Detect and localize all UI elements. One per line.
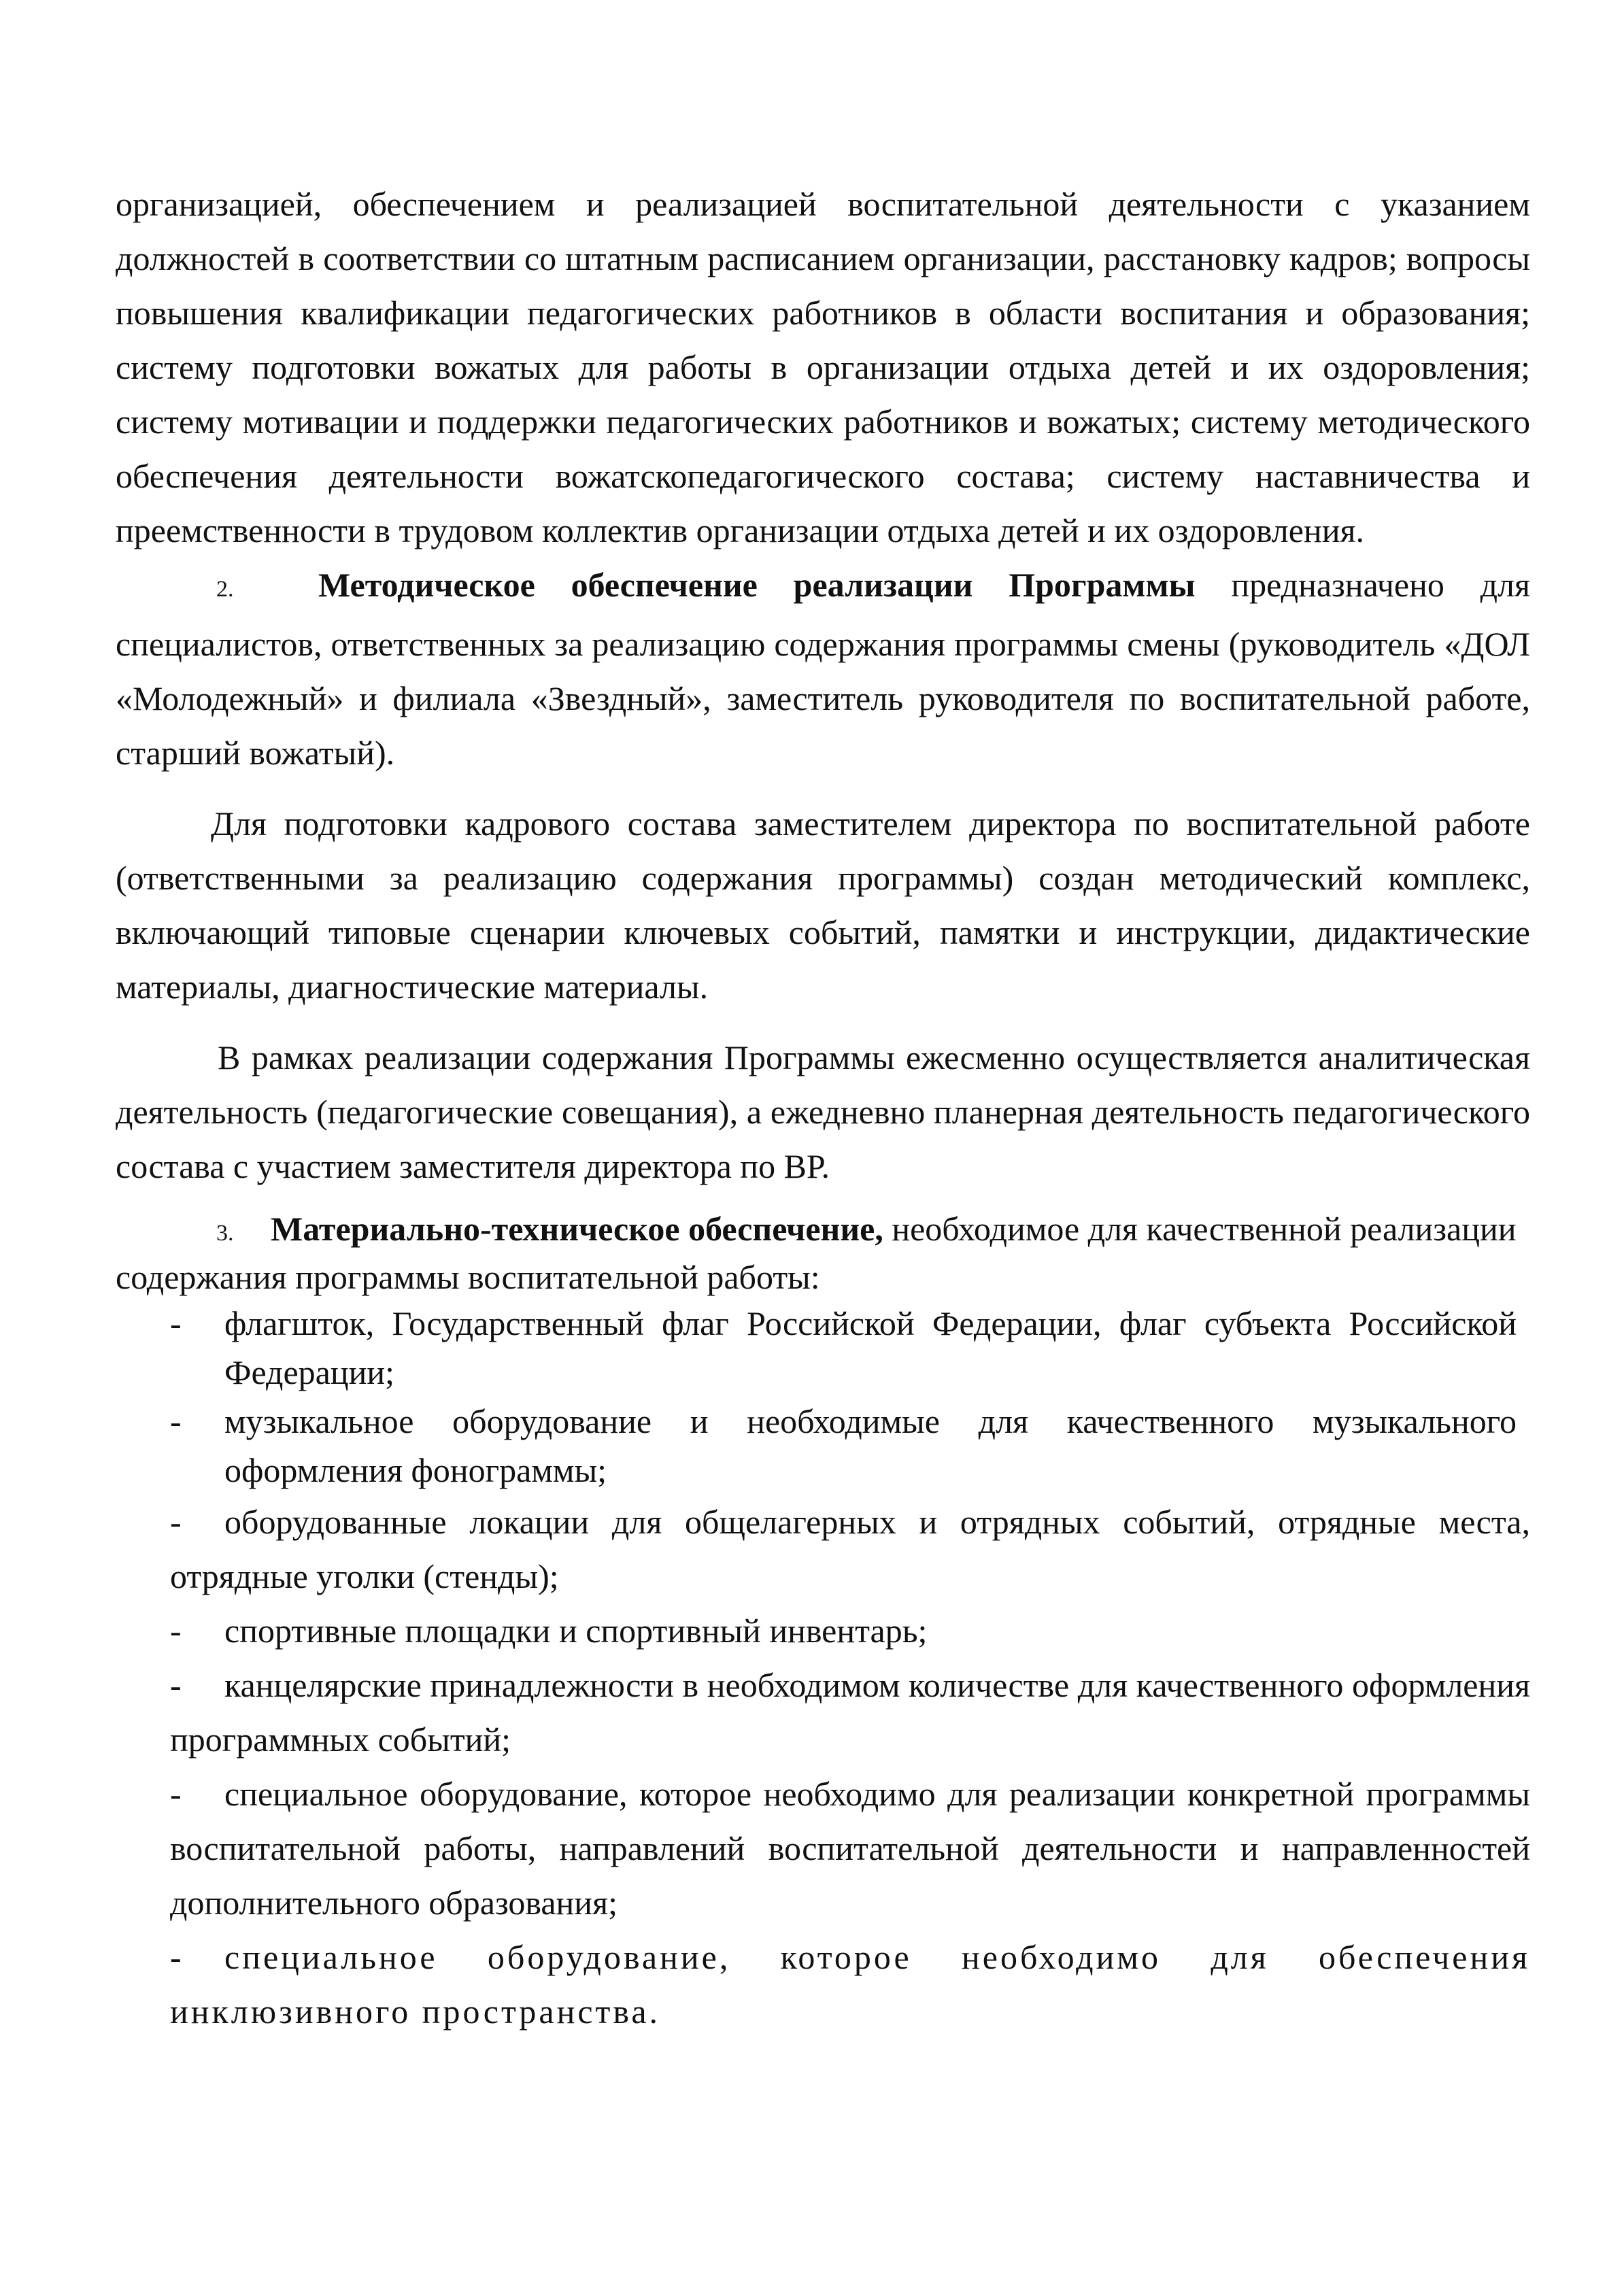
section-3-text: необходимое для качественной реализации содержания программы воспитательной работы:	[116, 1210, 1517, 1296]
section-3-paragraph	[116, 1207, 1530, 1299]
list-dash: -	[170, 1775, 182, 1813]
section-2-title: Методическое обеспечение реализации Программы	[318, 566, 1196, 604]
section-2-paragraph	[116, 558, 1530, 780]
list-item-text: спортивные площадки и спортивный инвентарь;	[224, 1612, 928, 1650]
list-dash: -	[170, 1503, 182, 1541]
section-2-number: 2.	[216, 577, 234, 602]
list-dash: -	[170, 1304, 182, 1342]
analytical-activity-paragraph: В рамках реализации содержания Программы ежесменно осуществляется аналитическая деятельность (педагогические совещания), а ежедневно планерная деятельность педагогического состава с участием заместителя директора по ВР.	[116, 1038, 1530, 1185]
list-item-text: флагшток, Государственный флаг Российской Федерации, флаг субъекта Российской Федерации;	[224, 1304, 1517, 1391]
list-dash: -	[170, 1666, 182, 1704]
list-item-text: музыкальное оборудование и необходимые для качественного музыкального оформления фонограммы;	[224, 1402, 1517, 1489]
list-item-text: оборудованные локации для общелагерных и отрядных событий, отрядные места, отрядные уголки (стенды);	[170, 1503, 1530, 1595]
list-dash: -	[170, 1612, 182, 1650]
list-item	[116, 1930, 1530, 2039]
list-item-text: специальное оборудование, которое необходимо для реализации конкретной программы воспитательной работы, направлений воспитательной деятельности и направленностей дополнительного образования;	[170, 1775, 1530, 1922]
list-item	[116, 1495, 1530, 1603]
list-item	[116, 1299, 1517, 1397]
equipment-list	[116, 1299, 1530, 2039]
list-item-text: канцелярские принадлежности в необходимом количестве для качественного оформления программных событий;	[170, 1666, 1530, 1759]
list-dash: -	[170, 1402, 182, 1440]
list-item	[116, 1658, 1530, 1767]
list-dash: -	[170, 1938, 184, 1976]
intro-paragraph: организацией, обеспечением и реализацией воспитательной деятельности с указанием должностей в соответствии со штатным расписанием организации, расстановку кадров; вопросы повышения квалификации педагогических работников в области воспитания и образования; систему подготовки вожатых для работы в организации отдыха детей и их оздоровления; систему мотивации и поддержки педагогических работников и вожатых; систему методического обеспечения деятельности вожатскопедагогического состава; систему наставничества и преемственности в трудовом коллектив организации отдыха детей и их оздоровления.	[116, 185, 1530, 549]
document-body	[116, 177, 1530, 2039]
list-item-text: специальное оборудование, которое необходимо для обеспечения инклюзивного пространства.	[170, 1938, 1530, 2031]
section-3-title: Материально-техническое обеспечение,	[271, 1210, 883, 1248]
section-3-number: 3.	[216, 1221, 234, 1246]
section-2-text: предназначено для специалистов, ответственных за реализацию содержания программы смены (руководитель «ДОЛ «Молодежный» и филиала «Звездный», заместитель руководителя по воспитательной работе, старший вожатый).	[116, 566, 1530, 772]
methodical-complex-paragraph: Для подготовки кадрового состава заместителем директора по воспитательной работе (ответственными за реализацию содержания программы) создан методический комплекс, включающий типовые сценарии ключевых событий, памятки и инструкции, дидактические материалы, диагностические материалы.	[116, 804, 1530, 1006]
list-item	[116, 1397, 1517, 1495]
list-item	[116, 1767, 1530, 1930]
list-item	[116, 1603, 1530, 1658]
